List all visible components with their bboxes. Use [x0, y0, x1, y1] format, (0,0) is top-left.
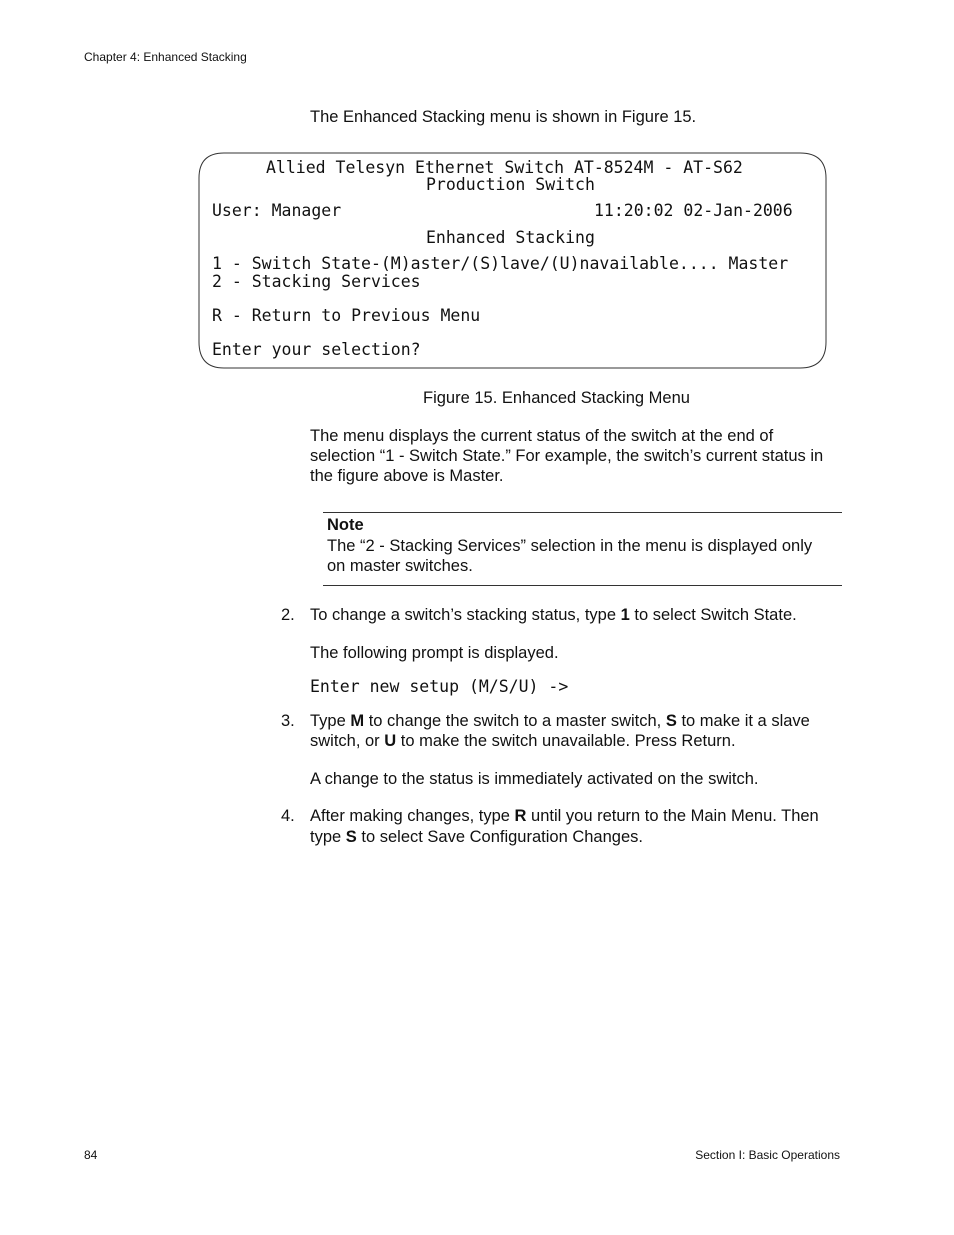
terminal-menu-item-r: R - Return to Previous Menu — [212, 306, 481, 325]
body-paragraph-line-1: The menu displays the current status of the switch at the end of — [310, 427, 774, 445]
section-footer: Section I: Basic Operations — [695, 1148, 840, 1162]
step-3-followup: A change to the status is immediately activated on the switch. — [310, 770, 759, 788]
step-4-text-line-2: type S to select Save Configuration Changes. — [310, 828, 643, 846]
figure-caption: Figure 15. Enhanced Stacking Menu — [423, 389, 690, 407]
step-2-text: To change a switch’s stacking status, type 1 to select Switch State. — [310, 606, 797, 624]
note-line-2: on master switches. — [327, 557, 473, 575]
terminal-menu-item-1: 1 - Switch State-(M)aster/(S)lave/(U)navailable.... Master — [212, 254, 789, 273]
note-line-1: The “2 - Stacking Services” selection in the menu is displayed only — [327, 537, 813, 555]
terminal-menu-title: Enhanced Stacking — [426, 228, 595, 247]
step-3-text-line-2: switch, or U to make the switch unavailable. Press Return. — [310, 732, 736, 750]
note-title: Note — [327, 516, 364, 534]
step-4-text-line-1: After making changes, type R until you return to the Main Menu. Then — [310, 807, 819, 825]
step-4-number: 4. — [281, 807, 295, 825]
step-3-text-line-1: Type M to change the switch to a master switch, S to make it a slave — [310, 712, 810, 730]
terminal-menu-item-2: 2 - Stacking Services — [212, 272, 421, 291]
terminal-datetime: 11:20:02 02-Jan-2006 — [594, 201, 793, 220]
terminal-title-line: Allied Telesyn Ethernet Switch AT-8524M - AT-S62 — [266, 158, 743, 177]
body-paragraph-line-3: the figure above is Master. — [310, 467, 504, 485]
page-number: 84 — [84, 1148, 98, 1162]
terminal-subtitle-line: Production Switch — [426, 175, 595, 194]
step-2-number: 2. — [281, 606, 295, 624]
body-paragraph-line-2: selection “1 - Switch State.” For example, the switch’s current status in — [310, 447, 824, 465]
intro-text: The Enhanced Stacking menu is shown in Figure 15. — [310, 108, 697, 126]
step-2-code-prompt: Enter new setup (M/S/U) -> — [310, 677, 569, 696]
terminal-user: User: Manager — [212, 201, 342, 220]
step-3-number: 3. — [281, 712, 295, 730]
running-header: Chapter 4: Enhanced Stacking — [84, 50, 247, 64]
terminal-prompt: Enter your selection? — [212, 340, 421, 359]
step-2-followup: The following prompt is displayed. — [310, 644, 559, 662]
